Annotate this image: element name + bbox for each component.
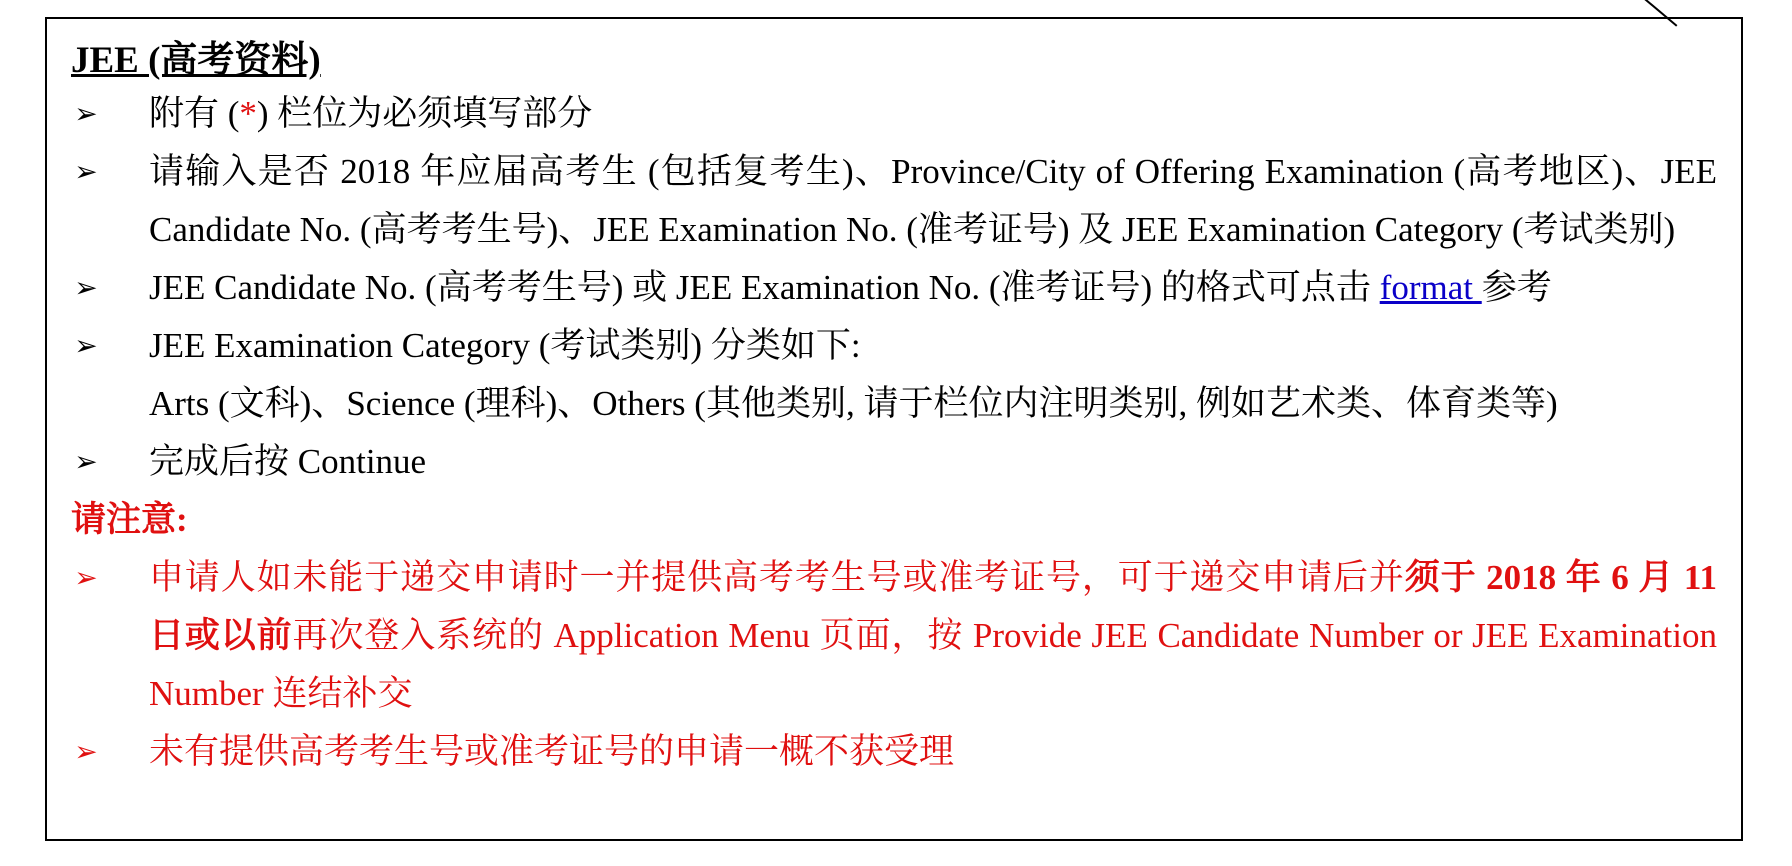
list-item-required-fields (71, 85, 1717, 143)
instruction-list (71, 85, 1717, 491)
notice-title: 请注意: (71, 500, 188, 539)
arrow-bullet-icon: ➢ (74, 445, 98, 478)
notice-item-rejection (71, 723, 1717, 781)
format-text-prefix: JEE Candidate No. (高考考生号) 或 JEE Examination No. (准考证号) 的格式可点击 (149, 268, 1380, 307)
notice-rejection-text: 未有提供高考考生号或准考证号的申请一概不获受理 (149, 732, 955, 771)
arrow-bullet-icon: ➢ (74, 329, 98, 362)
required-text-suffix: ) 栏位为必须填写部分 (256, 94, 593, 133)
format-text-suffix: 参考 (1481, 268, 1552, 307)
section-heading: JEE (高考资料) (71, 40, 321, 81)
notice-deadline-text-part1: 申请人如未能于递交申请时一并提供高考考生号或准考证号，可于递交申请后并 (149, 558, 1405, 597)
category-options-text: Arts (文科)、Science (理科)、Others (其他类别, 请于栏位内注明类别, 例如艺术类、体育类等) (149, 384, 1558, 423)
arrow-bullet-icon: ➢ (74, 735, 98, 768)
arrow-bullet-icon: ➢ (74, 155, 98, 188)
list-item-continue (71, 433, 1717, 491)
notice-deadline-text-part2: 再次登入系统的 Application Menu 页面，按 Provide JEE Candidate Number or JEE Examination Number 连结补交 (149, 616, 1717, 713)
list-item-format (71, 259, 1717, 317)
required-text-prefix: 附有 ( (149, 94, 240, 133)
continue-instruction-text: 完成后按 Continue (149, 442, 427, 481)
list-item-input-fields (71, 143, 1717, 259)
notice-item-deadline (71, 549, 1717, 723)
list-item-category (71, 317, 1717, 433)
notice-list (71, 549, 1717, 781)
required-star: * (239, 94, 257, 133)
jee-info-box (45, 17, 1743, 841)
arrow-bullet-icon: ➢ (74, 561, 98, 594)
input-instructions-text: 请输入是否 2018 年应届高考生 (包括复考生)、Province/City of Offering Examination (高考地区)、JEE Candidate No. (高考考生号)、JEE Examination No. (准考证号) 及 JEE Examination Category (考试类别) (149, 152, 1717, 249)
arrow-bullet-icon: ➢ (74, 271, 98, 304)
category-intro-text: JEE Examination Category (考试类别) 分类如下: (149, 326, 861, 365)
notice-deadline-emphasis: 须于 2018 年 6 月 11 日或以前 (149, 558, 1717, 655)
arrow-bullet-icon: ➢ (74, 97, 98, 130)
format-link[interactable]: format (1379, 268, 1482, 307)
